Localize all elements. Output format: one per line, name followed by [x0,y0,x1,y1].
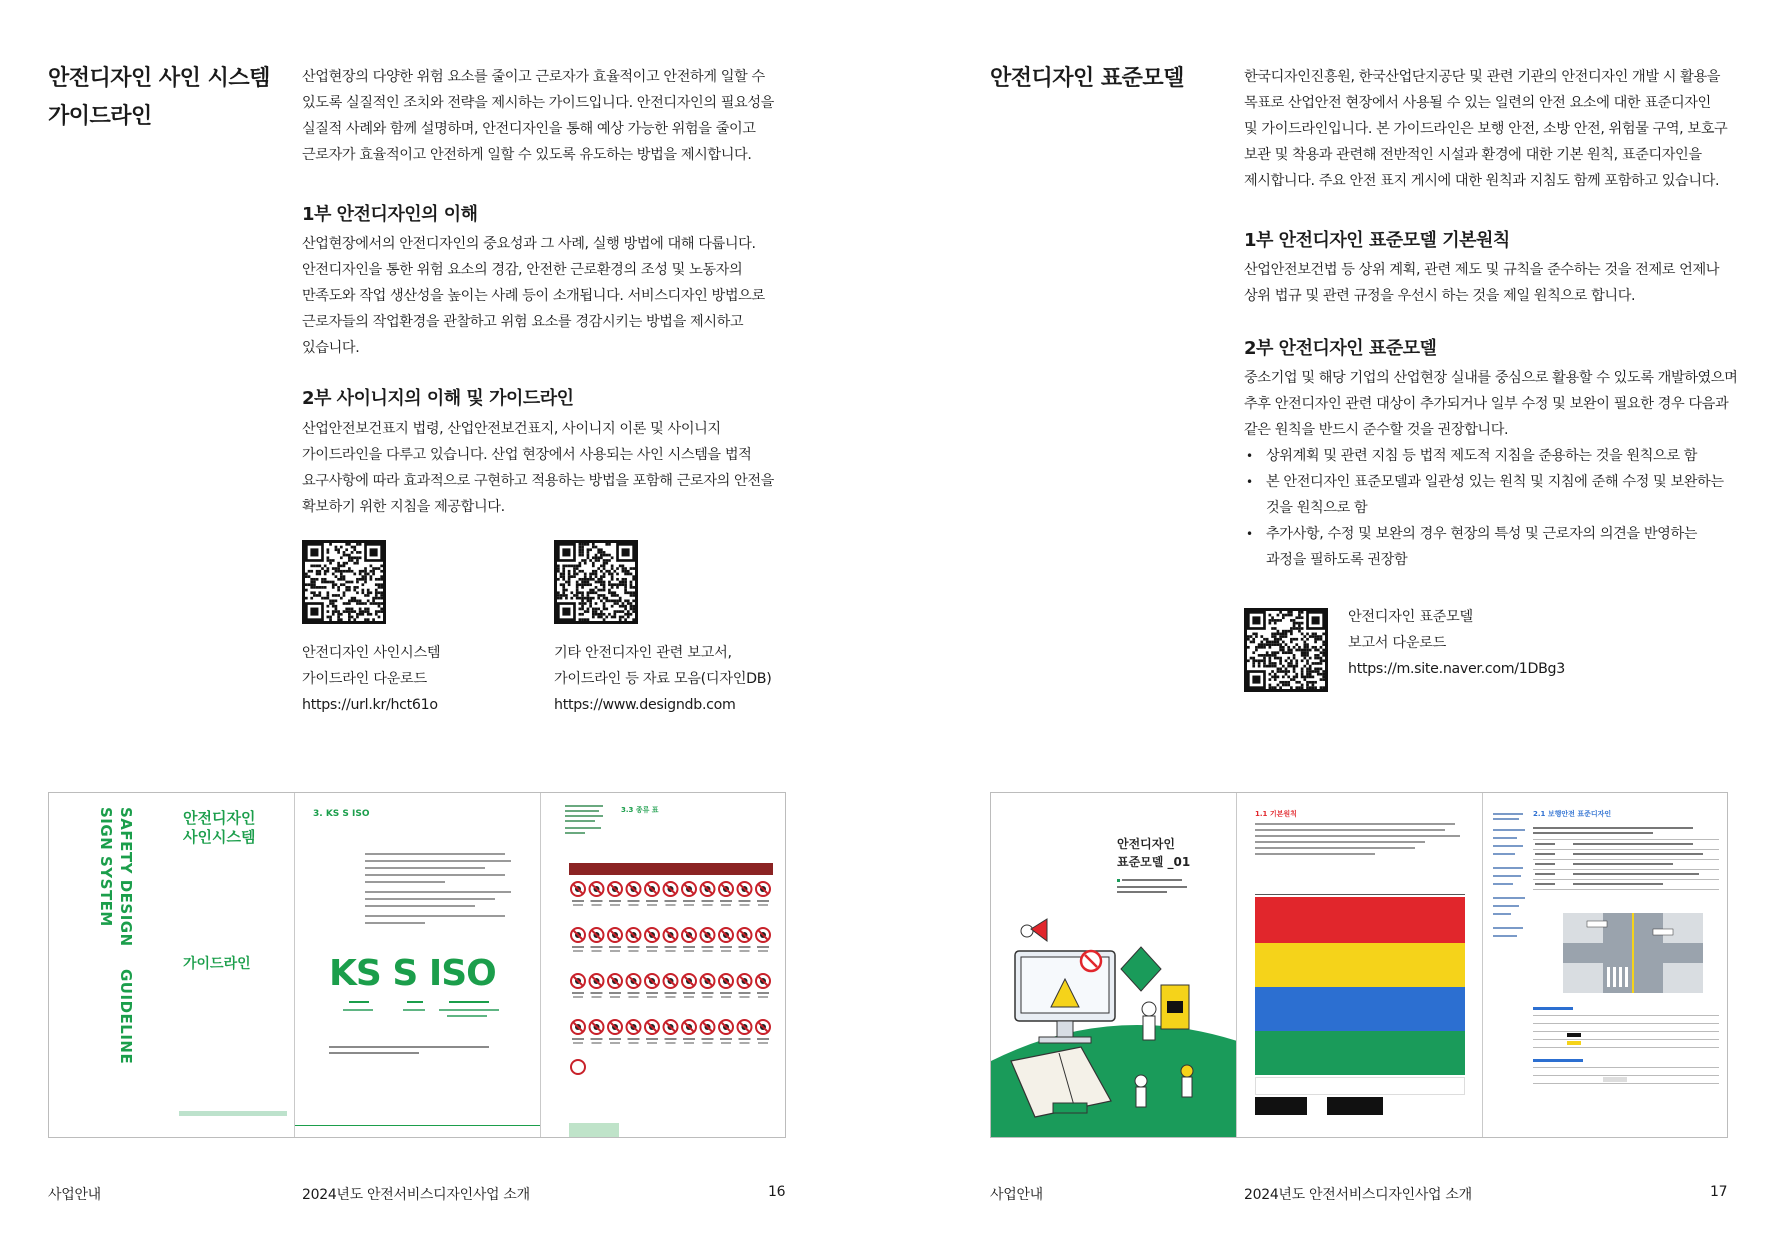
right-page-number: 17 [1710,1184,1728,1200]
prohibition-sign-icon [756,882,770,906]
text-line: 상위 법규 및 관련 규정을 우선시 하는 것을 제일 원칙으로 합니다. [1244,288,1636,304]
prohibition-sign-icon [627,928,641,952]
prohibition-sign-icon [682,882,696,906]
qr1-caption [302,640,440,718]
side-notes-placeholder [565,805,605,845]
right-intro [1244,64,1727,194]
prohibition-sign-icon [645,1020,659,1044]
cover-subtitle-placeholder [1117,879,1197,899]
qr3-caption [1348,604,1565,682]
text-line: 산업현장에서의 안전디자인의 중요성과 그 사례, 실행 방법에 대해 다룹니다. [302,236,756,252]
left-title-line-1: 안전디자인 사인 시스템 [48,66,270,91]
side-index [1493,813,1529,973]
text-line: 요구사항에 따라 효과적으로 구현하고 적용하는 방법을 포함해 근로자의 안전을 [302,473,774,489]
caption-line: 가이드라인 다운로드 [302,671,427,687]
prohibition-sign-icon [571,974,585,998]
prohibition-sign-icon [627,974,641,998]
page-footer-rule [295,1125,541,1126]
text-line: 근로자들의 작업환경을 관찰하고 위험 요소를 경감시키는 방법을 제시하고 [302,314,744,330]
cover-korean-subtitle: 가이드라인 [183,956,251,972]
right-part2-body [1244,365,1737,573]
standard-model-book-preview [990,792,1728,1138]
qr-code-sign-system[interactable] [302,540,386,624]
prohibition-sign-icon [701,974,715,998]
text-line: 근로자가 효율적이고 안전하게 일할 수 있도록 유도하는 방법을 제시합니다. [302,147,752,163]
left-part2-body [302,416,774,520]
bullet-continuation [1244,495,1737,521]
prohibition-sign-icon [571,1020,585,1044]
text-line: 보관 및 착용과 관련해 전반적인 시설과 환경에 대한 기본 원칙, 표준디자인을 [1244,147,1702,163]
page-heading: 1.1 기본원칙 [1255,810,1297,818]
text-line: 목표로 산업안전 현장에서 사용될 수 있는 일련의 안전 요소에 대한 표준디자인 [1244,95,1711,111]
text-line: 산업안전보건표지 법령, 산업안전보건표지, 사이니지 이론 및 사이니지 [302,421,721,437]
color-row-white [1255,1077,1465,1095]
prohibition-sign-icon [756,1020,770,1044]
book-sign-table-page [541,793,786,1137]
prohibition-sign-icon [682,1020,696,1044]
cover-vertical-subtitle [97,807,115,927]
prohibition-sign-icon [571,1060,585,1074]
cover-en-line-1: SAFETY DESIGN [117,807,135,947]
text-line: 및 가이드라인입니다. 본 가이드라인은 보행 안전, 소방 안전, 위험물 구역, 보호구 [1244,121,1728,137]
bullet-item [1244,469,1737,495]
standard-model-color-page [1237,793,1483,1137]
prohibition-sign-icon [664,1020,678,1044]
prohibition-sign-icon [664,882,678,906]
prohibition-sign-icon [608,928,622,952]
left-page-number: 16 [768,1184,786,1200]
page-table-lines [1533,823,1719,903]
qr-code-designdb[interactable] [554,540,638,624]
standard-model-pedestrian-page [1483,793,1728,1137]
bullet-text: 본 안전디자인 표준모델과 일관성 있는 원칙 및 지침에 준해 수정 및 보완하는 [1266,474,1724,490]
table-header-bar [569,863,773,875]
caption-line: 안전디자인 표준모델 [1348,609,1473,625]
left-intro [302,64,774,168]
color-row-green [1255,1031,1465,1075]
prohibition-sign-icon [590,1020,604,1044]
body-text-placeholder [365,853,515,933]
prohibition-sign-icon [590,974,604,998]
label-lines-placeholder [329,997,519,1037]
text-line: 산업현장의 다양한 위험 요소를 줄이고 근로자가 효율적이고 안전하게 일할 수 [302,69,765,85]
prohibition-sign-icon [590,928,604,952]
caption-line: 안전디자인 사인시스템 [302,645,441,661]
prohibition-sign-icon [664,974,678,998]
page-heading: 3. KS S ISO [313,809,370,819]
caption-line: 보고서 다운로드 [1348,635,1447,651]
caption-line: 기타 안전디자인 관련 보고서, [554,645,732,661]
qr-code-standard-model[interactable] [1244,608,1328,692]
text-line: 같은 원칙을 반드시 준수할 것을 권장합니다. [1244,422,1509,438]
prohibition-sign-icon [571,928,585,952]
bullet-item [1244,521,1737,547]
right-page-title: 안전디자인 표준모델 [990,66,1184,91]
prohibition-sign-icon [756,974,770,998]
left-footer-section: 사업안내 [48,1187,101,1203]
book-ks-iso-page [295,793,541,1137]
book-cover-page [49,793,295,1137]
prohibition-sign-icon [701,882,715,906]
text-line: 있도록 실질적인 조치와 전략을 제시하는 가이드입니다. 안전디자인의 필요성을 [302,95,774,111]
cover-publisher-logos [179,1111,287,1116]
prohibition-sign-icon [608,882,622,906]
prohibition-sign-icon [719,882,733,906]
cover-illustration [991,911,1237,1137]
prohibition-sign-icon [645,882,659,906]
color-row-black [1327,1097,1383,1115]
cover-vertical-guideline [117,969,135,1064]
prohibition-sign-icon [719,974,733,998]
prohibition-sign-icon [701,1020,715,1044]
text-line: 확보하기 위한 지침을 제공합니다. [302,499,505,515]
cover-title-line: 사인시스템 [183,828,256,846]
ks-iso-large-text: KS S ISO [329,953,496,994]
right-footer-title: 2024년도 안전서비스디자인사업 소개 [1244,1187,1472,1203]
prohibition-sign-icon [571,882,585,906]
right-footer-section: 사업안내 [990,1187,1043,1203]
cover-vertical-title [117,807,135,947]
text-line: 가이드라인을 다루고 있습니다. 산업 현장에서 사용되는 사인 시스템을 법적 [302,447,752,463]
prohibition-sign-icon [645,928,659,952]
bullet-text: 과정을 필하도록 권장함 [1266,552,1408,568]
prohibition-sign-icon [738,1020,752,1044]
page-body-lines [1255,823,1465,883]
prohibition-sign-icon [664,928,678,952]
bullet-text: 추가사항, 수정 및 보완의 경우 현장의 특성 및 근로자의 의견을 반영하는 [1266,526,1698,542]
note-placeholder [329,1046,499,1058]
prohibition-sign-icon [627,882,641,906]
cover-title-line: 안전디자인 [183,809,256,827]
caption-line: 가이드라인 등 자료 모음(디자인DB) [554,671,772,687]
color-table-header [1255,887,1465,895]
prohibition-sign-icon [608,1020,622,1044]
prohibition-signs-grid [569,879,773,1079]
prohibition-sign-icon [701,928,715,952]
prohibition-sign-icon [738,974,752,998]
prohibition-sign-icon [608,974,622,998]
left-title-line-2: 가이드라인 [48,104,152,129]
text-line: 추후 안전디자인 관련 대상이 추가되거나 일부 수정 및 보완이 필요한 경우 다음과 [1244,396,1729,412]
prohibition-sign-icon [645,974,659,998]
text-line: 제시합니다. 주요 안전 표지 게시에 대한 원칙과 지침도 함께 포함하고 있습니다. [1244,173,1720,189]
page-note [329,1043,499,1062]
left-part1-heading: 1부 안전디자인의 이해 [302,204,478,225]
prohibition-sign-icon [627,1020,641,1044]
color-row-red [1255,897,1465,943]
bullet-text: 상위계획 및 관련 지침 등 법적 제도적 지침을 준용하는 것을 원칙으로 함 [1266,448,1698,464]
cover-subtitle-lines [1117,879,1197,903]
page-heading: 2.1 보행안전 표준디자인 [1533,810,1612,818]
color-row-blue [1255,987,1465,1031]
page-detail-table [1533,1007,1719,1107]
prohibition-sign-icon [738,882,752,906]
prohibition-sign-icon [738,928,752,952]
right-part1-body [1244,257,1719,309]
prohibition-sign-icon [590,882,604,906]
cover-en-line-3: GUIDELINE [117,969,135,1065]
left-footer-title: 2024년도 안전서비스디자인사업 소개 [302,1187,530,1203]
text-line: 중소기업 및 해당 기업의 산업현장 실내를 중심으로 활용할 수 있도록 개발하였으며 [1244,370,1738,386]
naver-link[interactable]: https://m.site.naver.com/1DBg3 [1348,661,1565,677]
download-link[interactable]: https://url.kr/hct61o [302,697,438,713]
text-line: 실질적 사례와 함께 설명하며, 안전디자인을 통해 예상 가능한 위험을 줄이고 [302,121,756,137]
side-notes [565,805,605,849]
text-line: 있습니다. [302,340,360,356]
prohibition-sign-icon [682,974,696,998]
left-part2-heading: 2부 사이니지의 이해 및 가이드라인 [302,388,574,409]
bullet-text: 것을 원칙으로 함 [1266,500,1368,516]
text-line: 만족도와 작업 생산성을 높이는 사례 등이 소개됩니다. 서비스디자인 방법으로 [302,288,765,304]
prohibition-sign-icon [756,928,770,952]
bullet-continuation [1244,547,1737,573]
sign-system-book-preview [48,792,786,1138]
prohibition-sign-icon [682,928,696,952]
left-page-title [48,60,270,136]
text-line: 안전디자인을 통한 위험 요소의 경감, 안전한 근로환경의 조성 및 노동자의 [302,262,743,278]
color-row-yellow [1255,943,1465,987]
right-part2-heading: 2부 안전디자인 표준모델 [1244,338,1437,359]
designdb-link[interactable]: https://www.designdb.com [554,697,736,713]
prohibition-sign-icon [719,1020,733,1044]
qr2-caption [554,640,771,718]
cover-en-line-2: SIGN SYSTEM [97,807,115,927]
bullet-item [1244,443,1737,469]
cover-title-line: 표준모델 _01 [1117,855,1191,869]
left-part1-body [302,231,765,361]
prohibition-sign-icon [719,928,733,952]
text-line: 한국디자인진흥원, 한국산업단지공단 및 관련 기관의 안전디자인 개발 시 활용을 [1244,69,1721,85]
footer-tab [569,1123,619,1137]
standard-model-cover-page [991,793,1237,1137]
cover-korean-title [183,809,255,847]
cover-title [1117,835,1190,871]
page-body-lines [365,853,515,937]
pedestrian-map [1563,913,1703,993]
text-line: 산업안전보건법 등 상위 계획, 관련 제도 및 규칙을 준수하는 것을 전제로 언제나 [1244,262,1720,278]
cover-title-line: 안전디자인 [1117,837,1175,851]
ks-iso-labels [329,997,519,1037]
color-row-black-label [1255,1097,1307,1115]
right-part1-heading: 1부 안전디자인 표준모델 기본원칙 [1244,230,1510,251]
page-heading: 3.3 종류 표 [621,806,659,814]
